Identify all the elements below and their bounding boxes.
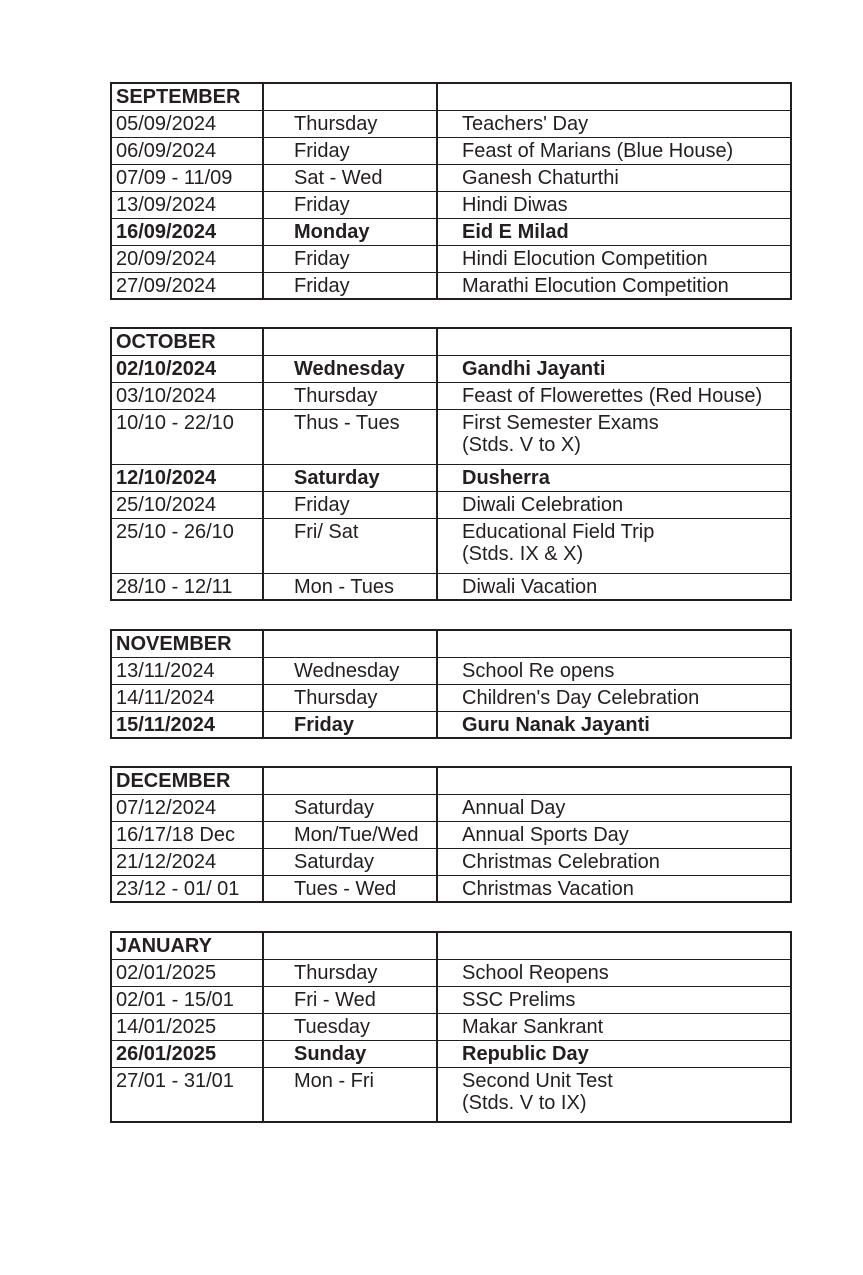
table-row (111, 794, 791, 821)
day-cell: Saturday (263, 848, 437, 875)
date-cell: 13/09/2024 (111, 191, 263, 218)
event-text: Christmas Celebration (462, 850, 660, 873)
event-cell (437, 875, 791, 902)
event-cell (437, 711, 791, 738)
month-table-september (110, 82, 792, 300)
table-row (111, 464, 791, 491)
day-cell: Thursday (263, 382, 437, 409)
event-text: Second Unit Test (462, 1069, 613, 1092)
event-subtext: (Stds. V to IX) (462, 1091, 587, 1114)
event-text: Feast of Flowerettes (Red House) (462, 384, 763, 407)
day-cell: Friday (263, 272, 437, 299)
day-cell: Mon - Tues (263, 573, 437, 600)
event-cell (437, 657, 791, 684)
event-cell (437, 684, 791, 711)
table-row (111, 711, 791, 738)
event-text: Feast of Marians (Blue House) (462, 139, 734, 162)
day-cell: Mon/Tue/Wed (263, 821, 437, 848)
event-cell (437, 1013, 791, 1040)
event-text: Ganesh Chaturthi (462, 166, 619, 189)
day-cell: Friday (263, 711, 437, 738)
event-cell (437, 573, 791, 600)
event-cell (437, 986, 791, 1013)
event-cell (437, 272, 791, 299)
day-cell: Wednesday (263, 355, 437, 382)
event-cell (437, 218, 791, 245)
table-row (111, 164, 791, 191)
table-row (111, 355, 791, 382)
day-cell: Friday (263, 245, 437, 272)
day-cell: Friday (263, 491, 437, 518)
empty-cell (263, 932, 437, 959)
month-name: DECEMBER (111, 767, 263, 794)
month-table-october (110, 327, 792, 601)
event-text: Dusherra (462, 466, 550, 489)
month-name: OCTOBER (111, 328, 263, 355)
table-row (111, 218, 791, 245)
event-cell (437, 848, 791, 875)
date-cell: 07/09 - 11/09 (111, 164, 263, 191)
month-table-december (110, 766, 792, 903)
month-name: NOVEMBER (111, 630, 263, 657)
date-cell: 25/10 - 26/10 (111, 518, 263, 573)
day-cell: Thursday (263, 959, 437, 986)
event-cell (437, 1040, 791, 1067)
day-cell: Sat - Wed (263, 164, 437, 191)
event-cell (437, 245, 791, 272)
event-text: Children's Day Celebration (462, 686, 700, 709)
table-row (111, 518, 791, 573)
table-row (111, 1013, 791, 1040)
table-row (111, 657, 791, 684)
event-text: Hindi Diwas (462, 193, 568, 216)
event-text: Christmas Vacation (462, 877, 634, 900)
day-cell: Sunday (263, 1040, 437, 1067)
day-cell: Fri/ Sat (263, 518, 437, 573)
table-row (111, 684, 791, 711)
date-cell: 02/01/2025 (111, 959, 263, 986)
table-row (111, 191, 791, 218)
event-subtext: (Stds. IX & X) (462, 542, 584, 565)
empty-cell (437, 328, 791, 355)
month-header-row (111, 328, 791, 355)
table-row (111, 245, 791, 272)
event-cell (437, 794, 791, 821)
event-text: School Re opens (462, 659, 615, 682)
event-text: Annual Sports Day (462, 823, 629, 846)
day-cell: Saturday (263, 464, 437, 491)
date-cell: 27/01 - 31/01 (111, 1067, 263, 1122)
event-text: School Reopens (462, 961, 609, 984)
date-cell: 03/10/2024 (111, 382, 263, 409)
empty-cell (437, 767, 791, 794)
event-cell (437, 491, 791, 518)
date-cell: 27/09/2024 (111, 272, 263, 299)
event-cell (437, 164, 791, 191)
date-cell: 07/12/2024 (111, 794, 263, 821)
day-cell: Thus - Tues (263, 409, 437, 464)
day-cell: Friday (263, 191, 437, 218)
table-row (111, 986, 791, 1013)
event-cell (437, 959, 791, 986)
event-text: Marathi Elocution Competition (462, 274, 729, 297)
event-text: Diwali Celebration (462, 493, 624, 516)
table-row (111, 110, 791, 137)
day-cell: Thursday (263, 684, 437, 711)
event-cell (437, 191, 791, 218)
event-cell (437, 1067, 791, 1122)
date-cell: 16/17/18 Dec (111, 821, 263, 848)
date-cell: 12/10/2024 (111, 464, 263, 491)
table-row (111, 382, 791, 409)
empty-cell (437, 83, 791, 110)
date-cell: 23/12 - 01/ 01 (111, 875, 263, 902)
month-header-row (111, 932, 791, 959)
day-cell: Wednesday (263, 657, 437, 684)
table-row (111, 573, 791, 600)
month-header-row (111, 83, 791, 110)
event-cell (437, 821, 791, 848)
day-cell: Fri - Wed (263, 986, 437, 1013)
month-table-january (110, 931, 792, 1123)
day-cell: Tues - Wed (263, 875, 437, 902)
event-cell (437, 518, 791, 573)
date-cell: 16/09/2024 (111, 218, 263, 245)
event-text: Eid E Milad (462, 220, 569, 243)
date-cell: 25/10/2024 (111, 491, 263, 518)
table-row (111, 875, 791, 902)
date-cell: 14/01/2025 (111, 1013, 263, 1040)
event-text: Makar Sankrant (462, 1015, 604, 1038)
date-cell: 14/11/2024 (111, 684, 263, 711)
empty-cell (263, 328, 437, 355)
date-cell: 02/10/2024 (111, 355, 263, 382)
table-row (111, 1040, 791, 1067)
event-text: Republic Day (462, 1042, 589, 1065)
day-cell: Mon - Fri (263, 1067, 437, 1122)
event-cell (437, 409, 791, 464)
empty-cell (437, 932, 791, 959)
date-cell: 13/11/2024 (111, 657, 263, 684)
table-row (111, 959, 791, 986)
date-cell: 28/10 - 12/11 (111, 573, 263, 600)
table-row (111, 821, 791, 848)
event-cell (437, 110, 791, 137)
month-name: SEPTEMBER (111, 83, 263, 110)
event-text: Diwali Vacation (462, 575, 598, 598)
day-cell: Friday (263, 137, 437, 164)
event-text: Annual Day (462, 796, 566, 819)
date-cell: 10/10 - 22/10 (111, 409, 263, 464)
day-cell: Tuesday (263, 1013, 437, 1040)
table-row (111, 272, 791, 299)
date-cell: 20/09/2024 (111, 245, 263, 272)
event-text: Hindi Elocution Competition (462, 247, 708, 270)
table-row (111, 409, 791, 464)
event-text: First Semester Exams (462, 411, 659, 434)
event-cell (437, 355, 791, 382)
day-cell: Thursday (263, 110, 437, 137)
table-row (111, 491, 791, 518)
date-cell: 06/09/2024 (111, 137, 263, 164)
date-cell: 05/09/2024 (111, 110, 263, 137)
event-subtext: (Stds. V to X) (462, 433, 581, 456)
date-cell: 02/01 - 15/01 (111, 986, 263, 1013)
date-cell: 26/01/2025 (111, 1040, 263, 1067)
event-text: Gandhi Jayanti (462, 357, 606, 380)
empty-cell (263, 83, 437, 110)
event-cell (437, 464, 791, 491)
event-text: Educational Field Trip (462, 520, 655, 543)
event-cell (437, 382, 791, 409)
empty-cell (263, 630, 437, 657)
empty-cell (437, 630, 791, 657)
month-header-row (111, 630, 791, 657)
date-cell: 21/12/2024 (111, 848, 263, 875)
table-row (111, 137, 791, 164)
empty-cell (263, 767, 437, 794)
event-text: Guru Nanak Jayanti (462, 713, 650, 736)
day-cell: Monday (263, 218, 437, 245)
table-row (111, 1067, 791, 1122)
date-cell: 15/11/2024 (111, 711, 263, 738)
event-text: SSC Prelims (462, 988, 576, 1011)
month-name: JANUARY (111, 932, 263, 959)
table-row (111, 848, 791, 875)
event-text: Teachers' Day (462, 112, 589, 135)
day-cell: Saturday (263, 794, 437, 821)
event-cell (437, 137, 791, 164)
month-header-row (111, 767, 791, 794)
month-table-november (110, 629, 792, 739)
